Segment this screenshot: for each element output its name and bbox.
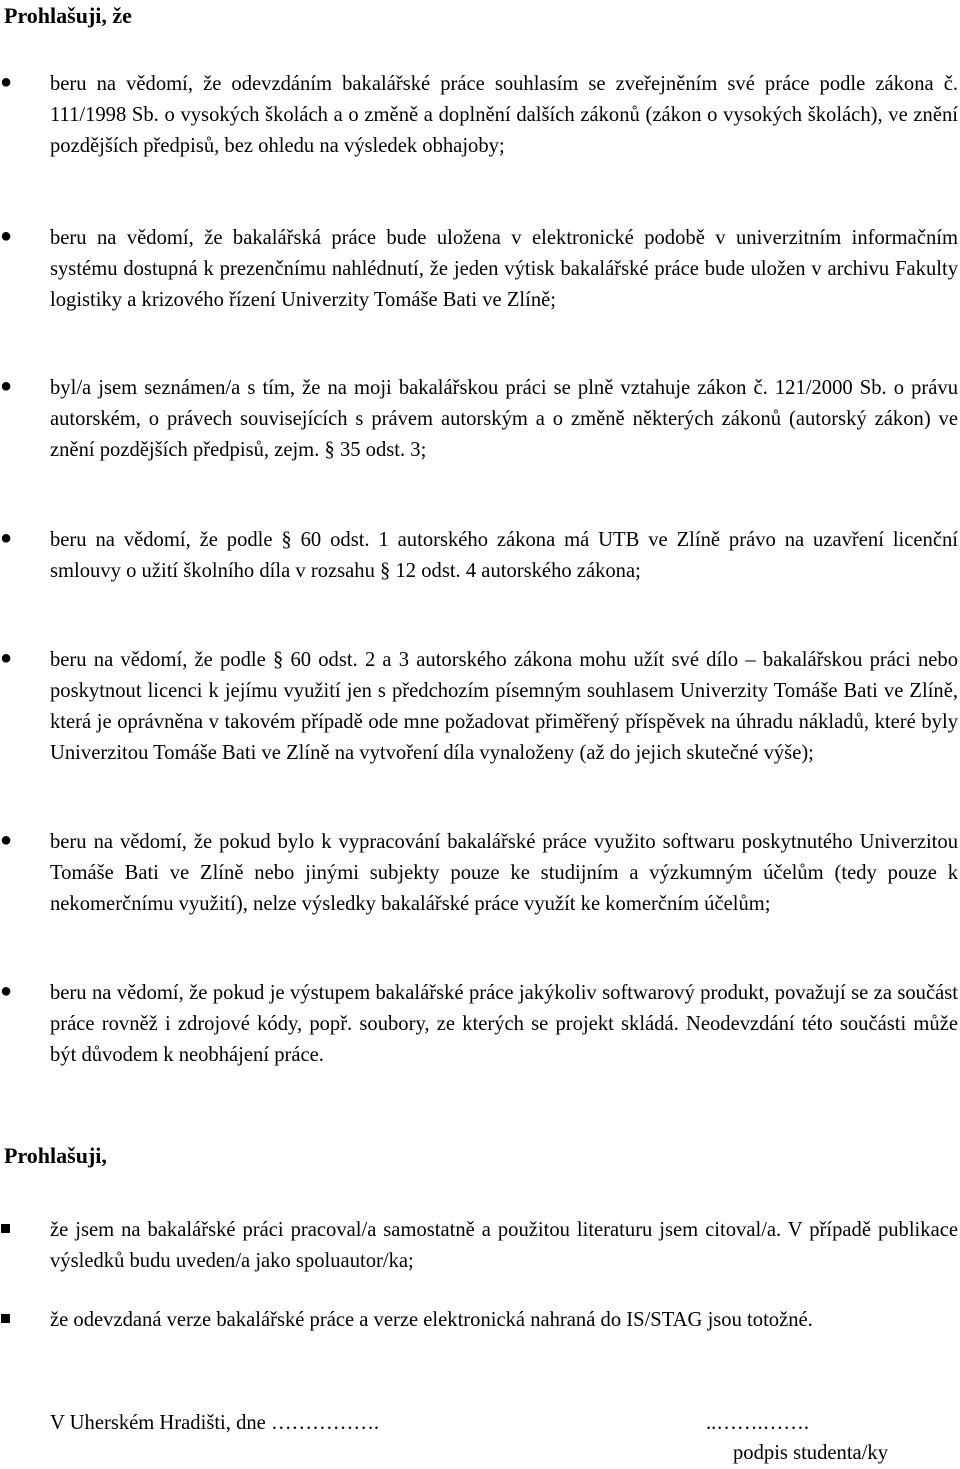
declaration-item-1: beru na vědomí, že odevzdáním bakalářské práce souhlasím se zveřejněním své práce podle zákona č. 111/1998 Sb. o vysokých školách a o změně a doplnění dalších zákonů (zákon o vysokých školách), ve znění pozdějších předpisů, bez ohledu na výsledek obhajoby; — [50, 73, 958, 157]
square-bullet-icon — [1, 1314, 10, 1323]
square-bullet-icon — [1, 1224, 10, 1233]
bullet-icon: ● — [0, 375, 13, 397]
place-date-line: V Uherském Hradišti, dne ……………. — [50, 1412, 380, 1434]
signature-dots: ..…….……. — [706, 1412, 809, 1434]
declaration-item-6: beru na vědomí, že pokud bylo k vypracování bakalářské práce využito softwaru poskytnutého Univerzitou Tomáše Bati ve Zlíně nebo jinými subjekty pouze ke studijním a výzkumným účelům (tedy pouze k nekomerčnímu využití), nelze výsledky bakalářské práce využít ke komerčním účelům; — [50, 831, 958, 915]
signature-label: podpis studenta/ky — [733, 1442, 889, 1464]
declaration-item-4: beru na vědomí, že podle § 60 odst. 1 autorského zákona má UTB ve Zlíně právo na uzavření licenční smlouvy o užití školního díla v rozsahu § 12 odst. 4 autorského zákona; — [50, 529, 958, 582]
declaration-item-5: beru na vědomí, že podle § 60 odst. 2 a 3 autorského zákona mohu užít své dílo – bakalářskou práci nebo poskytnout licenci k jejímu využití jen s předchozím písemným souhlasem Univerzity Tomáše Bati ve Zlíně, která je oprávněna v takovém případě ode mne požadovat přiměřený příspěvek na úhradu nákladů, které byly Univerzitou Tomáše Bati ve Zlíně na vytvoření díla vynaloženy (až do jejich skutečné výše); — [50, 649, 958, 764]
bullet-icon: ● — [0, 829, 13, 851]
declaration-item-9: že odevzdaná verze bakalářské práce a verze elektronická nahraná do IS/STAG jsou totožné. — [50, 1309, 813, 1331]
bullet-icon: ● — [0, 527, 13, 549]
declaration-item-7: beru na vědomí, že pokud je výstupem bakalářské práce jakýkoliv softwarový produkt, považují se za součást práce rovněž i zdrojové kódy, popř. soubory, ze kterých se projekt skládá. Neodevzdání této součásti může být důvodem k neobhájení práce. — [50, 982, 958, 1066]
bullet-icon: ● — [0, 980, 13, 1002]
bullet-icon: ● — [0, 647, 13, 669]
bullet-icon: ● — [0, 225, 13, 247]
bullet-icon: ● — [0, 71, 13, 93]
declaration-item-3: byl/a jsem seznámen/a s tím, že na moji bakalářskou práci se plně vztahuje zákon č. 121/2000 Sb. o právu autorském, o právech souvisejících s právem autorským a o změně některých zákonů (autorský zákon) ve znění pozdějších předpisů, zejm. § 35 odst. 3; — [50, 377, 958, 461]
declaration-item-8: že jsem na bakalářské práci pracoval/a samostatně a použitou literaturu jsem citoval/a. V případě publikace výsledků budu uveden/a jako spoluautor/ka; — [50, 1219, 958, 1272]
heading-declaration: Prohlašuji, že — [4, 3, 132, 28]
heading-declaration-2: Prohlašuji, — [4, 1143, 107, 1168]
declaration-item-2: beru na vědomí, že bakalářská práce bude uložena v elektronické podobě v univerzitním informačním systému dostupná k prezenčnímu nahlédnutí, že jeden výtisk bakalářské práce bude uložen v archivu Fakulty logistiky a krizového řízení Univerzity Tomáše Bati ve Zlíně; — [50, 227, 958, 311]
